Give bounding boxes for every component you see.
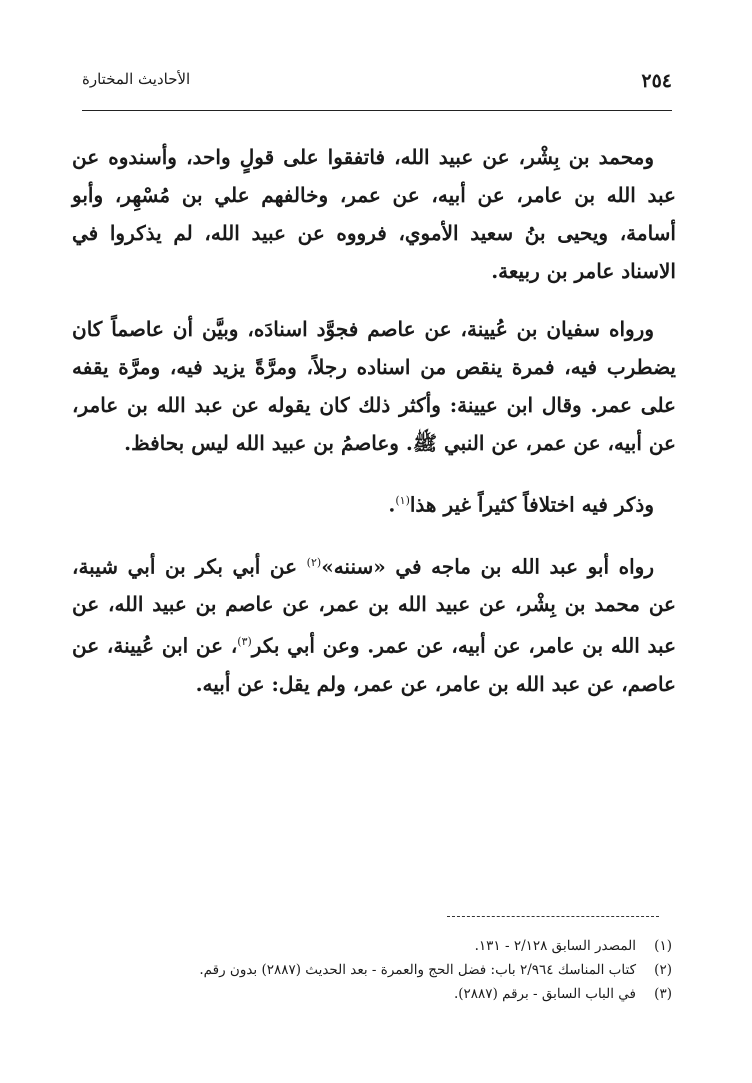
main-text (72, 138, 676, 723)
footnotes (82, 934, 672, 1006)
footnote-ref-2: (٢) (306, 555, 322, 569)
paragraph-4-part-3: ، عن ابن عُيينة، عن عاصم، عن عبد الله بن عامر، عن عمر، ولم يقل: عن أبيه. (72, 633, 676, 696)
footnote-text: كتاب المناسك ٢/٩٦٤ باب: فضل الحج والعمرة - بعد الحديث (٢٨٨٧) بدون رقم. (199, 962, 636, 978)
footnote-3 (82, 982, 672, 1006)
footnote-divider (447, 916, 659, 917)
footnote-1 (82, 934, 672, 958)
running-title: الأحاديث المختارة (82, 70, 191, 88)
paragraph-4 (72, 544, 676, 703)
header-divider (82, 110, 672, 111)
page-header (82, 70, 672, 96)
paragraph-2: ورواه سفيان بن عُيينة، عن عاصم فجوَّد اسنادَه، وبيَّن أن عاصماً كان يضطرب فيه، فمرة ينقص من اسناده رجلاً، ومرَّةً يزيد فيه، ومرَّة يقفه على عمر. وقال ابن عيينة: وأكثر ذلك كان يقوله عن عبد الله بن عامر، عن أبيه، عن عمر، عن النبي ﷺ. وعاصمُ بن عبيد الله ليس بحافظ. (72, 317, 676, 455)
footnote-ref-1: (١) (395, 494, 410, 507)
footnote-ref-3: (٣) (237, 635, 252, 649)
paragraph-1: ومحمد بن بِشْر، عن عبيد الله، فاتفقوا على قولٍ واحد، وأسندوه عن عبد الله بن عامر، عن أبيه، عن عمر، وخالفهم علي بن مُسْهِر، وأبو أسامة، ويحيى بنُ سعيد الأموي، فرووه عن عبيد الله، لم يذكروا في الاسناد عامر بن ربيعة. (72, 145, 676, 283)
footnote-text: المصدر السابق ٢/١٢٨ - ١٣١. (474, 938, 636, 954)
paragraph-4-part-1: رواه أبو عبد الله بن ماجه في «سننه» (321, 554, 654, 579)
footnote-number: (٣) (654, 986, 672, 1002)
paragraph-3: وذكر فيه اختلافاً كثيراً غير هذا$^{(١)}$. (388, 492, 654, 517)
footnote-text: في الباب السابق - برقم (٢٨٨٧). (453, 986, 636, 1002)
footnote-number: (١) (654, 938, 672, 954)
footnote-number: (٢) (654, 962, 672, 978)
paragraph-3-text: وذكر فيه اختلافاً كثيراً غير هذا (409, 492, 654, 517)
page-number: ٢٥٤ (641, 70, 672, 92)
footnote-2 (82, 958, 672, 982)
paragraph-4-part-2: عن أبي بكر بن أبي شيبة، عن محمد بن بِشْر، عن عبيد الله بن عمر، عن عاصم بن عبيد الله، عن عبد الله بن عامر، عن أبيه، عن عمر. وعن أبي بكر (72, 554, 677, 658)
